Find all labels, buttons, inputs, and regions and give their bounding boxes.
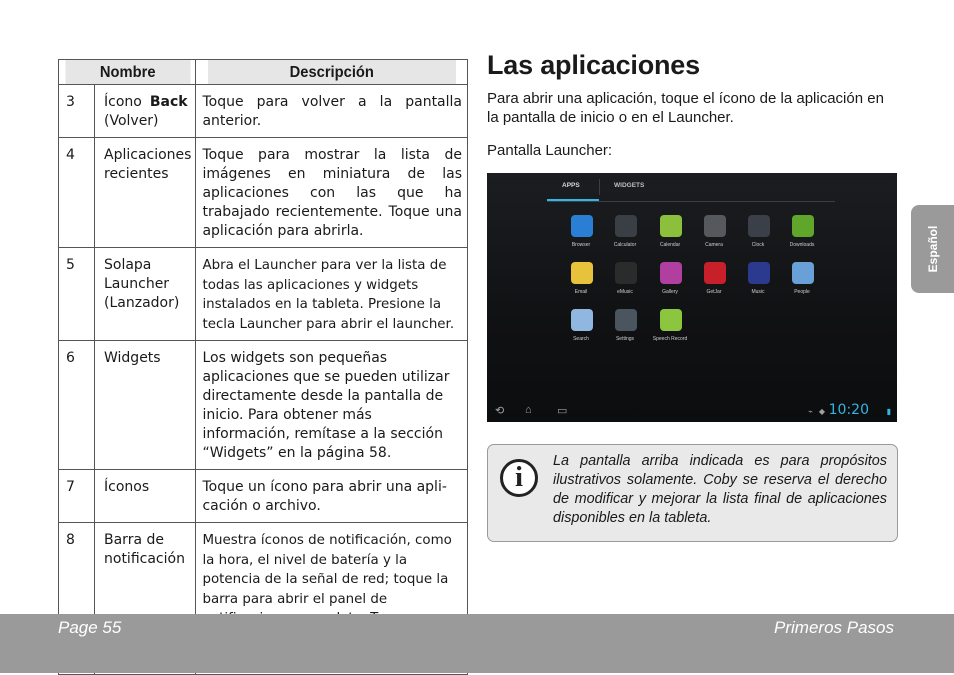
app-label: Search xyxy=(573,336,589,342)
controls-table xyxy=(58,59,468,675)
app-people[interactable] xyxy=(782,262,822,302)
tab-widgets[interactable]: WIDGETS xyxy=(614,182,645,189)
app-calendar[interactable] xyxy=(650,215,690,255)
app-label: Clock xyxy=(751,242,765,248)
row-number: 7 xyxy=(59,470,95,523)
clock-icon xyxy=(748,215,770,237)
search-icon xyxy=(571,309,593,331)
table-row xyxy=(59,470,468,523)
gallery-icon xyxy=(660,262,682,284)
app-calculator[interactable] xyxy=(605,215,645,255)
tab-apps[interactable]: APPS xyxy=(562,182,580,189)
app-speech-record[interactable] xyxy=(650,309,690,349)
row-name xyxy=(95,85,196,138)
app-music[interactable] xyxy=(738,262,778,302)
status-clock: 10:20 xyxy=(828,402,869,418)
app-label: Browser xyxy=(571,242,591,248)
app-label: Email xyxy=(574,289,588,295)
row-name-post: (Volver) xyxy=(104,113,159,129)
table-row xyxy=(59,138,468,248)
launcher-tabbar xyxy=(547,173,835,202)
active-tab-indicator xyxy=(547,199,599,201)
back-nav-icon[interactable]: ⟲ xyxy=(495,405,505,417)
row-number: 5 xyxy=(59,248,95,341)
app-label: Gallery xyxy=(662,289,678,295)
info-note xyxy=(487,444,898,542)
row-description: Toque para volver a la pantalla anterior. xyxy=(196,85,468,138)
table-header xyxy=(59,60,468,85)
app-label: Downloads xyxy=(789,242,815,248)
app-label: eMusic xyxy=(617,289,633,295)
tab-divider xyxy=(599,179,600,195)
app-label: Calendar xyxy=(659,242,681,248)
app-label: Camera xyxy=(705,242,723,248)
settings-icon xyxy=(615,309,637,331)
row-number: 8 xyxy=(59,523,95,675)
row-number: 6 xyxy=(59,341,95,470)
header-description: Descripción xyxy=(207,60,457,85)
android-icon xyxy=(660,309,682,331)
app-gallery[interactable] xyxy=(650,262,690,302)
note-text: La pantalla arriba indicada es para propósitos ilustrativos solamente. Coby se reserva el derecho de modificar y mejorar la lista final de aplicaciones disponibles en la tableta. xyxy=(553,453,887,526)
app-settings[interactable] xyxy=(605,309,645,349)
section-title: Las aplicaciones xyxy=(487,50,700,80)
row-description: Los widgets son pequeñas aplicaciones que se pueden utilizar directamente desde la pantalla de inicio. Para obtener más información, remítase a la sección “Widgets” en la página 58. xyxy=(196,341,468,470)
table-row xyxy=(59,341,468,470)
app-emusic[interactable] xyxy=(605,262,645,302)
app-label: Settings xyxy=(615,336,635,342)
table-row xyxy=(59,248,468,341)
calendar-icon xyxy=(660,215,682,237)
app-clock[interactable] xyxy=(738,215,778,255)
row-description: Toque para mostrar la lista de imágenes en miniatura de las aplicaciones con las que ha trabajado recientemente. Toque una aplicación para abrirla. xyxy=(196,138,468,248)
people-icon xyxy=(792,262,814,284)
launcher-label: Pantalla Launcher: xyxy=(487,142,613,159)
row-name: Íconos xyxy=(95,470,196,523)
language-label: Español xyxy=(925,225,940,273)
info-icon: i xyxy=(500,459,538,497)
app-label: Calculator xyxy=(613,242,637,248)
calculator-icon xyxy=(615,215,637,237)
section-name: Primeros Pasos xyxy=(774,618,894,637)
battery-icon: ▮ xyxy=(886,407,891,416)
row-name: Solapa Launcher (Lanzador) xyxy=(95,248,196,341)
app-camera[interactable] xyxy=(694,215,734,255)
emusic-icon xyxy=(615,262,637,284)
app-getjar[interactable] xyxy=(694,262,734,302)
app-label: GetJar xyxy=(706,289,722,295)
row-name-pre: Ícono xyxy=(104,94,142,110)
row-number: 3 xyxy=(59,85,95,138)
row-number: 4 xyxy=(59,138,95,248)
app-email[interactable] xyxy=(561,262,601,302)
app-search[interactable] xyxy=(561,309,601,349)
row-name: Widgets xyxy=(95,341,196,470)
app-label: Music xyxy=(751,289,765,295)
table-row xyxy=(59,85,468,138)
row-description: Muestra íconos de notificación, como la hora, el nivel de batería y la potencia de la señal de red; toque la barra para abrir el panel de xyxy=(196,523,468,675)
row-name: Aplicaciones recientes xyxy=(95,138,196,248)
header-name: Nombre xyxy=(64,60,190,85)
music-icon xyxy=(748,262,770,284)
page-number: Page 55 xyxy=(58,618,122,637)
page-footer xyxy=(0,614,954,673)
email-icon xyxy=(571,262,593,284)
camera-icon xyxy=(704,215,726,237)
recent-apps-nav-icon[interactable]: ▭ xyxy=(557,405,568,417)
language-tab xyxy=(911,205,954,293)
getjar-icon xyxy=(704,262,726,284)
app-downloads[interactable] xyxy=(782,215,822,255)
home-nav-icon[interactable]: ⌂ xyxy=(525,404,532,416)
back-keyword: Back xyxy=(149,94,188,110)
app-label: People xyxy=(794,289,810,295)
download-icon xyxy=(792,215,814,237)
row-description: Abra el Launcher para ver la lista de todas las aplicaciones y widgets instalados en la tableta. Presione la tecla Launcher para abrir el launcher. xyxy=(196,248,468,341)
wifi-icon: ◆ xyxy=(818,407,825,416)
app-browser[interactable] xyxy=(561,215,601,255)
usb-icon: ⌁ xyxy=(808,407,813,416)
globe-icon xyxy=(571,215,593,237)
launcher-screenshot xyxy=(487,173,897,422)
app-label: Speech Record xyxy=(652,336,688,342)
row-name: Barra de notificación xyxy=(95,523,196,675)
system-navbar xyxy=(487,398,897,422)
row-description: Toque un ícono para abrir una apli-cación o archivo. xyxy=(196,470,468,523)
intro-paragraph: Para abrir una aplicación, toque el ícono de la aplicación en la pantalla de inicio o en el Launcher. xyxy=(487,90,884,126)
